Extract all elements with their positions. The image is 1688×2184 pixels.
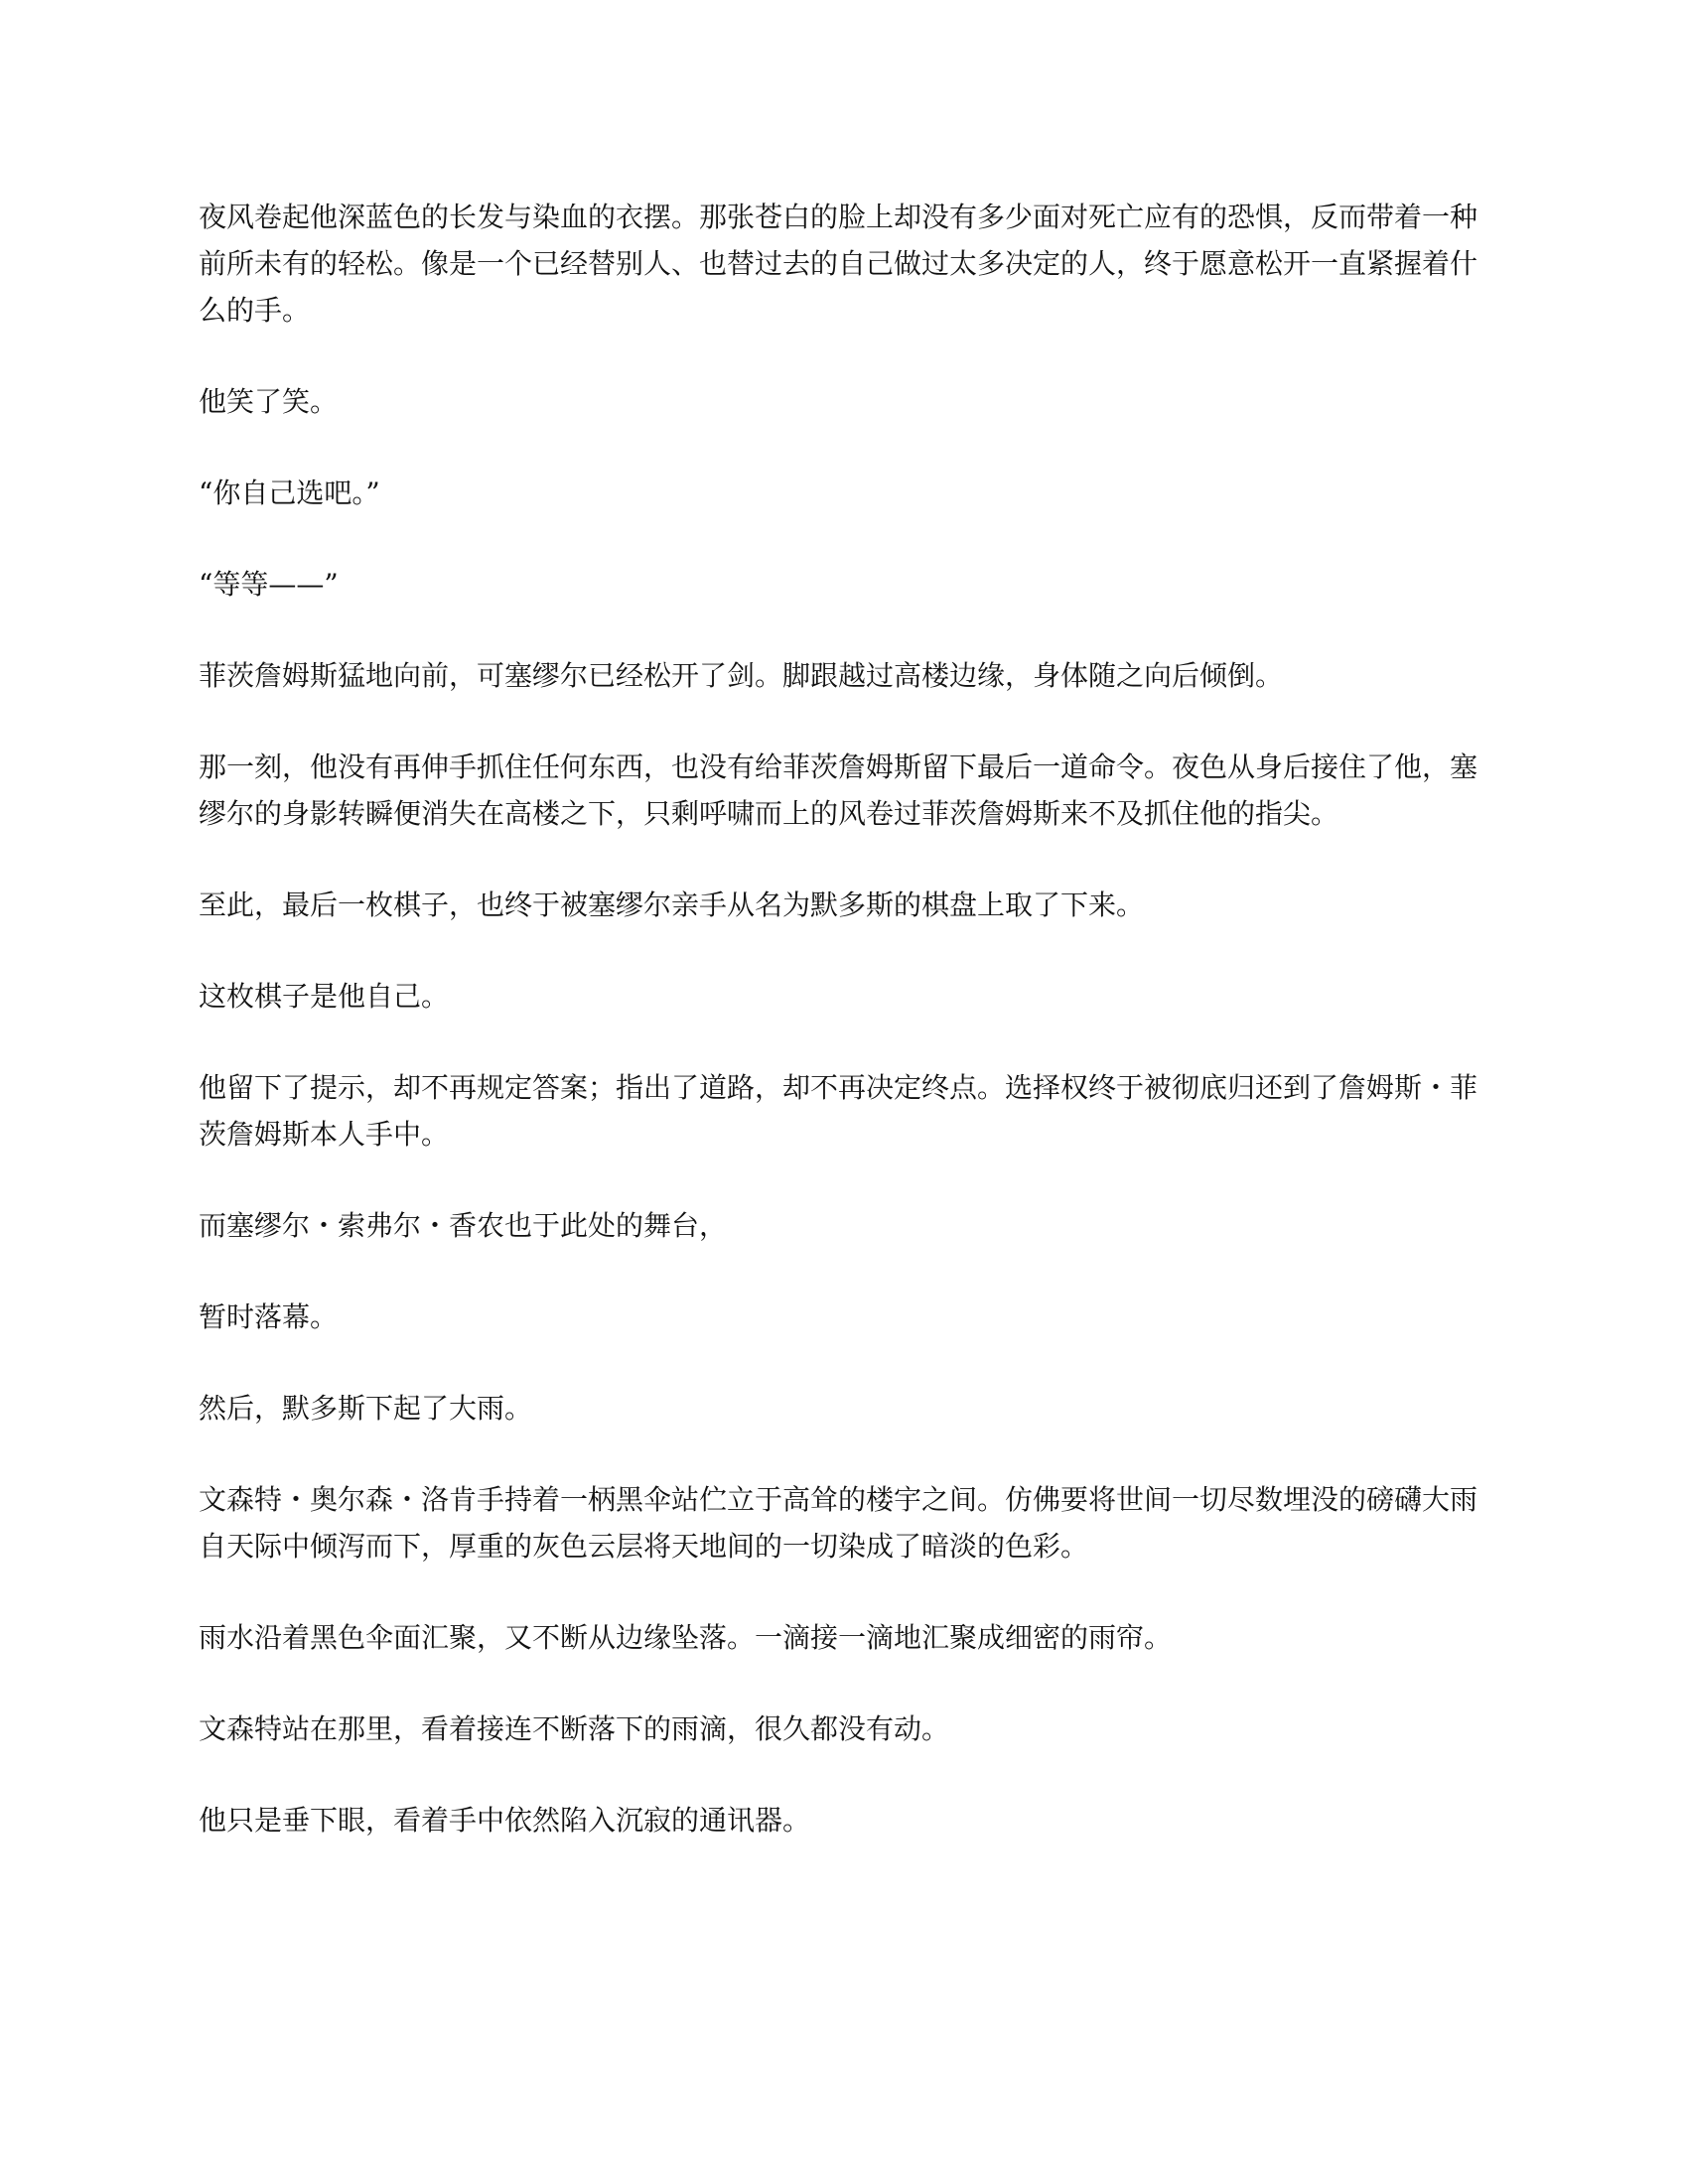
paragraph: “等等——” xyxy=(199,568,339,601)
paragraph: 菲茨詹姆斯猛地向前，可塞缪尔已经松开了剑。脚跟越过高楼边缘，身体随之向后倾倒。 xyxy=(199,659,1284,692)
paragraph: 夜风卷起他深蓝色的长发与染血的衣摆。那张苍白的脸上却没有多少面对死亡应有的恐惧，反而带着一种前所未有的轻松。像是一个已经替别人、也替过去的自己做过太多决定的人，终于愿意松开一直紧握着什么的手。 xyxy=(199,201,1478,327)
paragraph: 他留下了提示，却不再规定答案；指出了道路，却不再决定终点。选择权终于被彻底归还到了詹姆斯・菲茨詹姆斯本人手中。 xyxy=(199,1071,1478,1151)
body-text xyxy=(199,194,1479,1888)
paragraph: 然后，默多斯下起了大雨。 xyxy=(199,1392,533,1425)
paragraph: 文森特・奥尔森・洛肯手持着一柄黑伞站伫立于高耸的楼宇之间。仿佛要将世间一切尽数埋没的磅礴大雨自天际中倾泻而下，厚重的灰色云层将天地间的一切染成了暗淡的色彩。 xyxy=(199,1483,1478,1563)
paragraph: 这枚棋子是他自己。 xyxy=(199,980,450,1013)
paragraph: 他笑了笑。 xyxy=(199,385,339,418)
paragraph: 那一刻，他没有再伸手抓住任何东西，也没有给菲茨詹姆斯留下最后一道命令。夜色从身后接住了他，塞缪尔的身影转瞬便消失在高楼之下，只剩呼啸而上的风卷过菲茨詹姆斯来不及抓住他的指尖。 xyxy=(199,751,1478,830)
paragraph: “你自己选吧。” xyxy=(199,477,380,509)
paragraph: 雨水沿着黑色伞面汇聚，又不断从边缘坠落。一滴接一滴地汇聚成细密的雨帘。 xyxy=(199,1621,1173,1654)
paragraph: 他只是垂下眼，看着手中依然陷入沉寂的通讯器。 xyxy=(199,1804,811,1837)
paragraph: 而塞缪尔・索弗尔・香农也于此处的舞台， xyxy=(199,1209,728,1242)
paragraph: 暂时落幕。 xyxy=(199,1300,339,1333)
paragraph: 文森特站在那里，看着接连不断落下的雨滴，很久都没有动。 xyxy=(199,1712,950,1745)
paragraph: 至此，最后一枚棋子，也终于被塞缪尔亲手从名为默多斯的棋盘上取了下来。 xyxy=(199,888,1145,921)
